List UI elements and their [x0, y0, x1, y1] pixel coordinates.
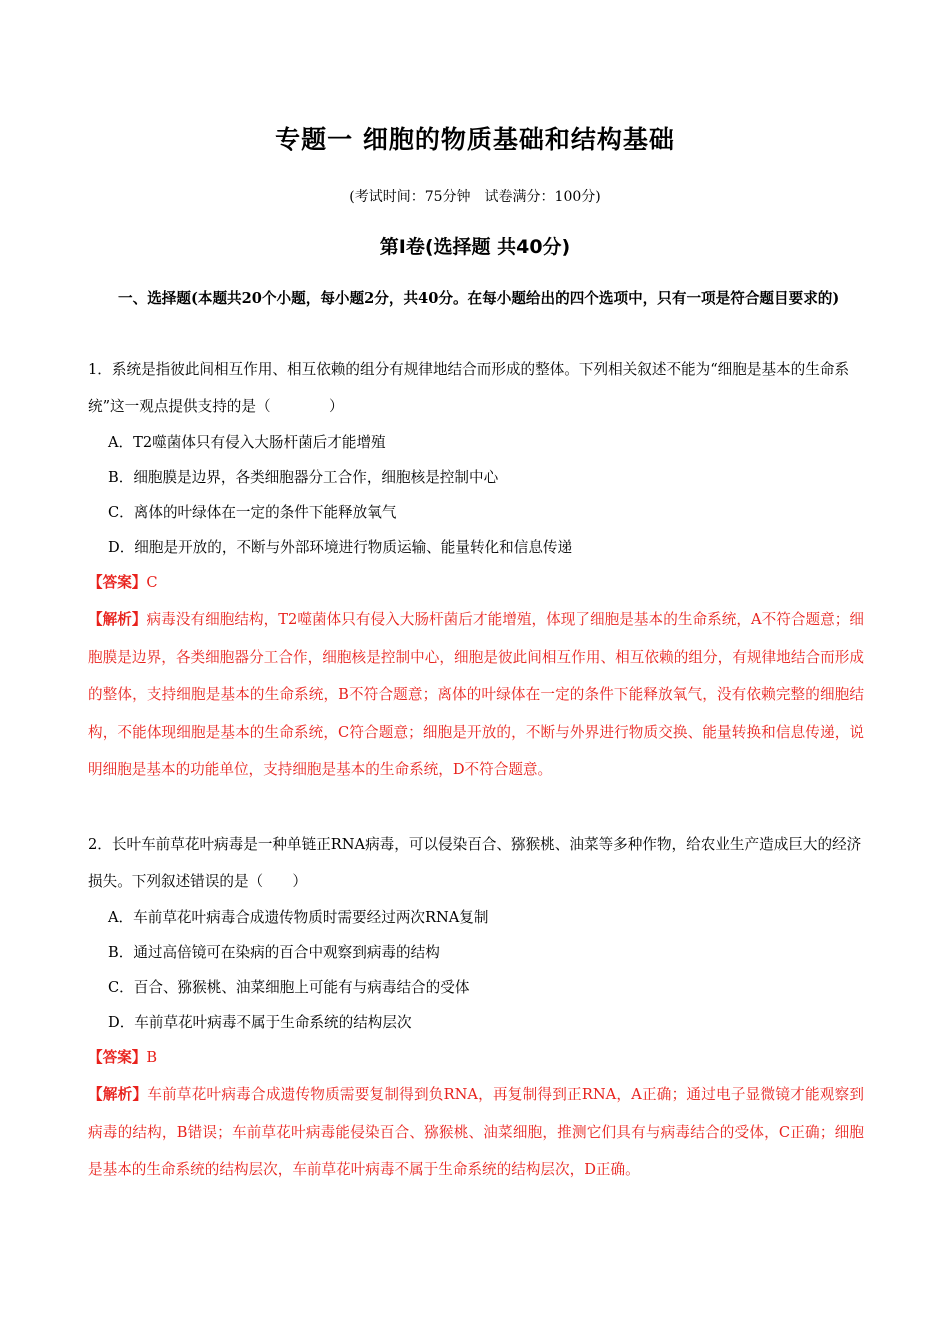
explanation — [88, 1076, 864, 1189]
answer-value: C — [146, 574, 158, 591]
question-stem: 2．长叶车前草花叶病毒是一种单链正RNA病毒，可以侵染百合、猕猴桃、油菜等多种作物，给农业生产造成巨大的经济损失。下列叙述错误的是（ ） — [88, 836, 862, 890]
explanation-tag: 【解析】 — [88, 1086, 148, 1103]
option-c: C．离体的叶绿体在一定的条件下能释放氧气 — [108, 504, 397, 521]
answer-tag: 【答案】 — [88, 1049, 147, 1066]
option-b: B．细胞膜是边界，各类细胞器分工合作，细胞核是控制中心 — [108, 469, 499, 486]
explanation — [88, 601, 864, 789]
instructions: 一、选择题(本题共20个小题，每小题2分，共40分。在每小题给出的四个选项中，只有一项是符合题目要求的) — [118, 290, 840, 307]
answer-line — [88, 565, 864, 601]
page-title: 专题一 细胞的物质基础和结构基础 — [275, 125, 675, 154]
explanation-text: 车前草花叶病毒合成遗传物质需要复制得到负RNA，再复制得到正RNA，A正确；通过电子显微镜才能观察到病毒的结构，B错误；车前草花叶病毒能侵染百合、猕猴桃、油菜细胞，推测它们具有与病毒结合的受体，C正确；细胞是基本的生命系统的结构层次，车前草花叶病毒不属于生命系统的结构层次，D正确。 — [88, 1086, 864, 1178]
option-b: B．通过高倍镜可在染病的百合中观察到病毒的结构 — [108, 944, 440, 961]
answer-value: B — [146, 1049, 158, 1066]
answer-line — [88, 1040, 864, 1076]
question-stem: 1．系统是指彼此间相互作用、相互依赖的组分有规律地结合而形成的整体。下列相关叙述不能为“细胞是基本的生命系统”这一观点提供支持的是（ ） — [88, 361, 850, 415]
explanation-text: 病毒没有细胞结构，T2噬菌体只有侵入大肠杆菌后才能增殖，体现了细胞是基本的生命系统，A不符合题意；细胞膜是边界，各类细胞器分工合作，细胞核是控制中心，细胞是彼此间相互作用、相互依赖的组分，有规律地结合而形成的整体，支持细胞是基本的生命系统，B不符合题意；离体的叶绿体在一定的条件下能释放氧气，没有依赖完整的细胞结构，不能体现细胞是基本的生命系统，C符合题意；细胞是开放的，不断与外界进行物质交换、能量转换和信息传递，说明细胞是基本的功能单位，支持细胞是基本的生命系统，D不符合题意。 — [88, 611, 864, 778]
answer-tag: 【答案】 — [88, 574, 147, 591]
option-d: D．车前草花叶病毒不属于生命系统的结构层次 — [108, 1014, 412, 1031]
option-a: A．T2噬菌体只有侵入大肠杆菌后才能增殖 — [108, 434, 386, 451]
question-1 — [88, 351, 864, 789]
option-a: A．车前草花叶病毒合成遗传物质时需要经过两次RNA复制 — [108, 909, 489, 926]
option-d: D．细胞是开放的，不断与外部环境进行物质运输、能量转化和信息传递 — [108, 539, 573, 556]
explanation-tag: 【解析】 — [88, 611, 147, 628]
section-heading: 第Ⅰ卷(选择题 共40分) — [379, 236, 571, 258]
exam-info: (考试时间：75分钟 试卷满分：100分) — [349, 189, 601, 205]
question-2 — [88, 826, 864, 1189]
option-c: C．百合、猕猴桃、油菜细胞上可能有与病毒结合的受体 — [108, 979, 470, 996]
